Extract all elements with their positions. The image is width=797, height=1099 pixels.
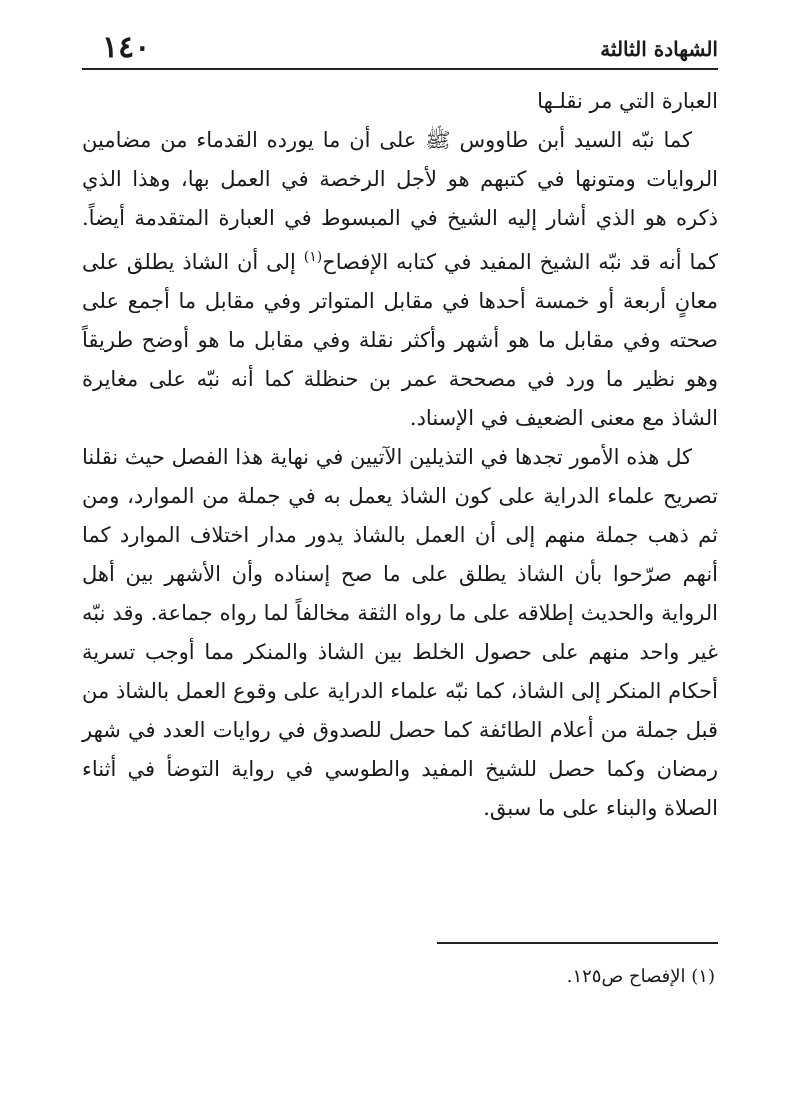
footnote: (١) الإفصاح ص١٢٥. — [566, 966, 715, 987]
page-number: ١٤٠ — [102, 30, 151, 65]
footnote-marker: (١) — [303, 249, 323, 265]
paragraph-1-text: كما نبّه السيد أبن طاووس ﷺ على أن ما يورده القدماء من مضامين الروايات ومتونها في كتبهم هو لأجل الرخصة في العمل بها، وهذا الذي ذكره هو الذي أشار إليه الشيخ في المبسوط في العبارة المتقدمة أيضاً. كما أنه قد نبّه الشيخ المفيد في كتابه الإفصاح — [82, 128, 718, 274]
page-header — [82, 30, 718, 70]
paragraph-1-continuation: إلى أن الشاذ يطلق على معانٍ أربعة أو خمسة أحدها في مقابل المتواتر وفي مقابل ما أجمع على صحته وفي مقابل ما هو أشهر وأكثر نقلة وفي مقابل ما هو أوضح طريقاً وهو نظير ما ورد في مصححة عمر بن حنظلة كما أنه نبّه على مغايرة الشاذ مع معنى الضعيف في الإسناد. — [82, 250, 718, 430]
running-title: الشهادة الثالثة — [600, 37, 718, 61]
opening-line: العبارة التي مر نقلـها — [537, 89, 718, 113]
paragraph-2: كل هذه الأمور تجدها في التذيلين الآتيين في نهاية هذا الفصل حيث نقلنا تصريح علماء الدراية على كون الشاذ يعمل به في جملة من الموارد، ومن ثم ذهب جملة منهم إلى أن العمل بالشاذ يدور مدار اختلاف الموارد كما أنهم صرّحوا بأن الشاذ يطلق على ما صح إسناده وأن الأشهر بين أهل الرواية والحديث إطلاقه على ما رواه الثقة مخالفاً لما رواه جماعة. وقد نبّه غير واحد منهم على حصول الخلط بين الشاذ والمنكر مما أوجب تسرية أحكام المنكر إلى الشاذ، كما نبّه علماء الدراية على وقوع العمل بالشاذ من قبل جملة من أعلام الطائفة كما حصل للصدوق في روايات العدد في شهر رمضان وكما حصل للشيخ المفيد والطوسي في رواية التوضأ في أثناء الصلاة والبناء على ما سبق. — [82, 445, 718, 820]
footnote-separator — [437, 942, 718, 944]
paragraph-1 — [82, 121, 718, 438]
main-text — [82, 82, 718, 828]
